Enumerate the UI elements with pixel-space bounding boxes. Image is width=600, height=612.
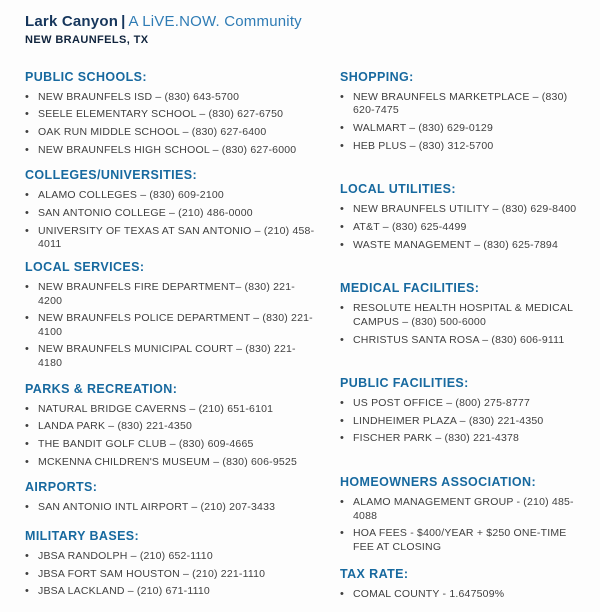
list-item-text: COMAL COUNTY - 1.647509%	[353, 587, 505, 600]
section-shopping	[340, 70, 578, 154]
section-tax-rate	[340, 567, 578, 602]
list-item	[340, 239, 578, 253]
bullet-icon: •	[340, 333, 345, 346]
section-heading: AIRPORTS:	[25, 480, 98, 495]
list-item-text: ALAMO COLLEGES – (830) 609-2100	[38, 189, 224, 202]
list-item	[25, 126, 315, 140]
bullet-icon: •	[25, 343, 30, 356]
section-item-list	[340, 302, 578, 347]
section-item-list	[340, 588, 578, 602]
section-homeowners-association	[340, 475, 578, 555]
list-item-text: RESOLUTE HEALTH HOSPITAL & MEDICAL CAMPUS – (830) 500-6000	[353, 302, 573, 328]
list-item-text: WALMART – (830) 629-0129	[353, 122, 494, 135]
list-item-text: HOA FEES - $400/YEAR + $250 ONE-TIME FEE AT CLOSING	[353, 527, 567, 553]
list-item	[25, 189, 315, 203]
list-item	[25, 281, 315, 308]
section-item-list	[25, 501, 315, 515]
list-item-text: NEW BRAUNFELS MUNICIPAL COURT – (830) 221-4180	[38, 343, 296, 370]
list-item-text: HEB PLUS – (830) 312-5700	[353, 139, 494, 152]
list-item	[25, 550, 315, 564]
list-item-text: NATURAL BRIDGE CAVERNS – (210) 651-6101	[38, 402, 274, 415]
bullet-icon: •	[340, 397, 345, 410]
list-item	[340, 397, 578, 411]
list-item-text: OAK RUN MIDDLE SCHOOL – (830) 627-6400	[38, 126, 267, 139]
list-item	[25, 225, 315, 252]
bullet-icon: •	[340, 122, 345, 135]
list-item	[340, 334, 578, 348]
section-heading: MILITARY BASES:	[25, 528, 140, 543]
list-item-text: NEW BRAUNFELS UTILITY – (830) 629-8400	[353, 203, 577, 216]
section-heading: LOCAL UTILITIES:	[340, 182, 456, 197]
list-item	[25, 91, 315, 105]
bullet-icon: •	[340, 527, 345, 540]
list-item-text: FISCHER PARK – (830) 221-4378	[353, 432, 520, 445]
list-item-text: LINDHEIMER PLAZA – (830) 221-4350	[353, 414, 544, 427]
section-item-list	[25, 281, 315, 371]
bullet-icon: •	[25, 549, 30, 562]
section-item-list	[25, 550, 315, 599]
bullet-icon: •	[25, 224, 30, 237]
list-item	[25, 207, 315, 221]
bullet-icon: •	[25, 420, 30, 433]
list-item-text: NEW BRAUNFELS POLICE DEPARTMENT – (830) 221-4100	[38, 312, 313, 338]
bullet-icon: •	[340, 496, 345, 509]
list-item	[25, 438, 315, 452]
bullet-icon: •	[25, 312, 30, 325]
list-item-text: WASTE MANAGEMENT – (830) 625-7894	[353, 238, 559, 251]
section-parks-recreation	[25, 382, 315, 470]
list-item	[340, 527, 578, 554]
list-item-text: NEW BRAUNFELS FIRE DEPARTMENT– (830) 221-4200	[38, 280, 295, 307]
bullet-icon: •	[25, 108, 30, 121]
list-item	[25, 456, 315, 470]
list-item-text: US POST OFFICE – (800) 275-8777	[353, 397, 530, 410]
list-item-text: AT&T – (830) 625-4499	[353, 220, 467, 233]
section-medical-facilities	[340, 281, 578, 347]
list-item	[25, 108, 315, 122]
section-item-list	[340, 91, 578, 154]
bullet-icon: •	[25, 189, 30, 202]
section-heading: MEDICAL FACILITIES:	[340, 281, 480, 296]
bullet-icon: •	[25, 90, 30, 103]
list-item	[340, 221, 578, 235]
section-local-utilities	[340, 182, 578, 252]
page-header	[25, 13, 578, 46]
right-column	[315, 70, 578, 612]
section-item-list	[25, 91, 315, 158]
list-item-text: JBSA RANDOLPH – (210) 652-1110	[38, 549, 213, 562]
bullet-icon: •	[340, 220, 345, 233]
list-item-text: THE BANDIT GOLF CLUB – (830) 609-4665	[38, 438, 254, 450]
list-item-text: NEW BRAUNFELS MARKETPLACE – (830) 620-7475	[353, 90, 568, 117]
section-heading: HOMEOWNERS ASSOCIATION:	[340, 475, 537, 490]
bullet-icon: •	[25, 455, 30, 468]
list-item	[340, 496, 578, 523]
brand-subtitle: A LiVE.NOW. Community	[128, 13, 302, 30]
section-heading: SHOPPING:	[340, 69, 414, 84]
list-item-text: ALAMO MANAGEMENT GROUP - (210) 485-4088	[353, 496, 574, 522]
title-separator: |	[121, 13, 126, 30]
bullet-icon: •	[25, 143, 30, 156]
list-item	[25, 403, 315, 417]
list-item	[25, 312, 315, 339]
bullet-icon: •	[25, 567, 30, 580]
list-item	[25, 501, 315, 515]
list-item-text: MCKENNA CHILDREN'S MUSEUM – (830) 606-9525	[38, 455, 297, 468]
list-item	[25, 568, 315, 582]
list-item	[340, 302, 578, 329]
section-item-list	[25, 189, 315, 252]
list-item-text: NEW BRAUNFELS HIGH SCHOOL – (830) 627-6000	[38, 143, 297, 156]
bullet-icon: •	[340, 432, 345, 445]
list-item	[340, 415, 578, 429]
section-item-list	[340, 203, 578, 252]
bullet-icon: •	[340, 414, 345, 427]
bullet-icon: •	[25, 280, 30, 293]
section-heading: PUBLIC SCHOOLS:	[25, 69, 147, 84]
bullet-icon: •	[25, 126, 30, 139]
list-item-text: UNIVERSITY OF TEXAS AT SAN ANTONIO – (210) 458-4011	[38, 224, 315, 251]
list-item	[25, 343, 315, 370]
bullet-icon: •	[25, 402, 30, 415]
list-item	[25, 585, 315, 599]
bullet-icon: •	[25, 438, 30, 450]
title-line	[25, 13, 578, 32]
list-item	[340, 140, 578, 154]
list-item-text: NEW BRAUNFELS ISD – (830) 643-5700	[38, 90, 240, 103]
section-heading: LOCAL SERVICES:	[25, 259, 145, 274]
bullet-icon: •	[25, 501, 30, 514]
list-item	[25, 144, 315, 158]
section-military-bases	[25, 529, 315, 599]
list-item-text: SEELE ELEMENTARY SCHOOL – (830) 627-6750	[38, 108, 284, 121]
list-item	[340, 122, 578, 136]
section-airports	[25, 480, 315, 515]
bullet-icon: •	[340, 90, 345, 103]
section-heading: PARKS & RECREATION:	[25, 381, 178, 396]
bullet-icon: •	[25, 585, 30, 598]
content-columns	[25, 70, 578, 612]
section-colleges-universities	[25, 168, 315, 252]
list-item	[340, 203, 578, 217]
bullet-icon: •	[340, 238, 345, 251]
bullet-icon: •	[340, 203, 345, 216]
bullet-icon: •	[25, 206, 30, 219]
list-item	[340, 432, 578, 446]
community-name: Lark Canyon	[25, 13, 119, 30]
bullet-icon: •	[340, 139, 345, 152]
bullet-icon: •	[340, 302, 345, 315]
list-item	[340, 588, 578, 602]
section-item-list	[340, 397, 578, 446]
list-item-text: SAN ANTONIO COLLEGE – (210) 486-0000	[38, 206, 253, 219]
section-heading: TAX RATE:	[340, 566, 409, 581]
section-public-facilities	[340, 376, 578, 446]
list-item-text: LANDA PARK – (830) 221-4350	[38, 420, 193, 433]
list-item-text: SAN ANTONIO INTL AIRPORT – (210) 207-3433	[38, 501, 276, 514]
list-item	[340, 91, 578, 118]
list-item-text: JBSA LACKLAND – (210) 671-1110	[38, 585, 210, 598]
section-heading: PUBLIC FACILITIES:	[340, 376, 469, 391]
location-label: NEW BRAUNFELS, TX	[25, 33, 149, 46]
section-local-services	[25, 260, 315, 371]
list-item-text: CHRISTUS SANTA ROSA – (830) 606-9111	[353, 333, 565, 346]
list-item	[25, 420, 315, 434]
bullet-icon: •	[340, 587, 345, 600]
section-public-schools	[25, 70, 315, 158]
section-item-list	[25, 403, 315, 470]
section-heading: COLLEGES/UNIVERSITIES:	[25, 168, 198, 183]
section-item-list	[340, 496, 578, 555]
left-column	[25, 70, 315, 612]
list-item-text: JBSA FORT SAM HOUSTON – (210) 221-1110	[38, 567, 266, 580]
